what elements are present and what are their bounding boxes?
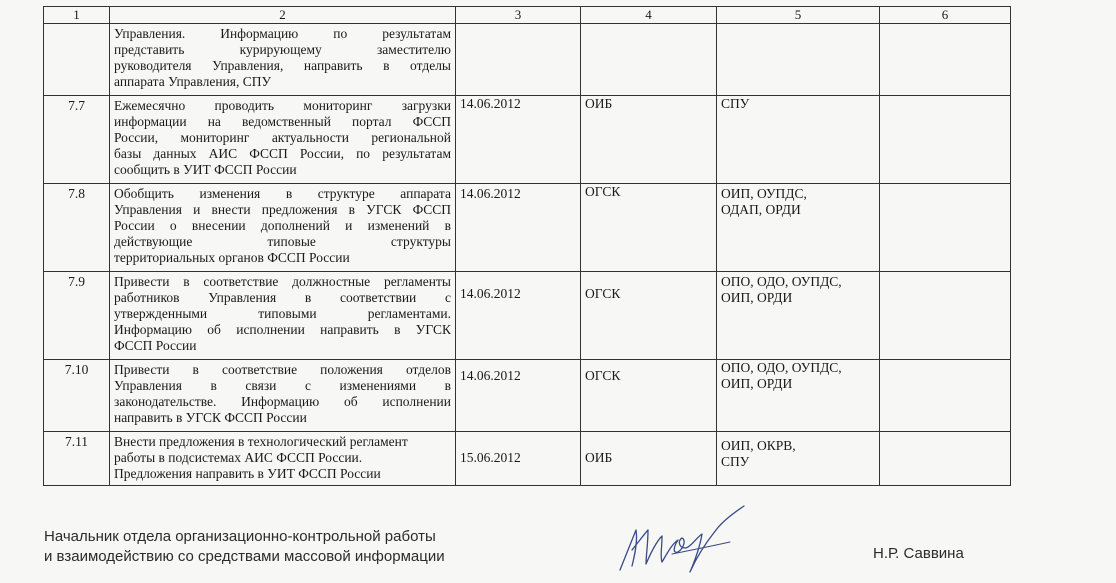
- item-number: 7.10: [44, 360, 110, 432]
- signatory-position-line: и взаимодействию со средствами массовой информации: [44, 548, 445, 565]
- task-text-line: Ежемесячно проводить мониторинг загрузки: [114, 98, 451, 113]
- column-header: 3: [456, 7, 581, 24]
- task-text-line: Управления и внести предложения в УГСК ФССП: [114, 202, 451, 217]
- responsible-unit: ОИБ: [581, 96, 717, 184]
- note-cell: [880, 360, 1011, 432]
- co-executor-line: ОДАП, ОРДИ: [721, 202, 801, 217]
- task-text-line: России, мониторинг актуальности региональной: [114, 130, 451, 145]
- responsible-unit: ОИБ: [581, 432, 717, 486]
- column-header: 6: [880, 7, 1011, 24]
- column-header: 2: [110, 7, 456, 24]
- task-text-line: Управления в связи с изменениями в: [114, 378, 451, 393]
- co-executor-line: ОИП, ОУПДС,: [721, 186, 807, 201]
- item-number: 7.8: [44, 184, 110, 272]
- table-row: [44, 96, 1011, 184]
- responsible-unit: ОГСК: [581, 184, 717, 272]
- note-cell: [880, 96, 1011, 184]
- item-number: [44, 24, 110, 96]
- signatory-position-line: Начальник отдела организационно-контрольной работы: [44, 528, 436, 545]
- table-row: [44, 432, 1011, 486]
- table-row: [44, 24, 1011, 96]
- column-header: 5: [717, 7, 880, 24]
- deadline: 14.06.2012: [456, 272, 581, 360]
- task-description: [110, 96, 456, 184]
- task-text-line: сообщить в УИТ ФССП России: [114, 162, 297, 177]
- note-cell: [880, 272, 1011, 360]
- co-executors: [717, 96, 880, 184]
- task-text-line: Привести в соответствие должностные регламенты: [114, 274, 451, 289]
- signatory-name: Н.Р. Саввина: [873, 545, 964, 562]
- co-executor-line: СПУ: [721, 96, 750, 111]
- column-header: 1: [44, 7, 110, 24]
- task-description: [110, 184, 456, 272]
- deadline: 14.06.2012: [456, 360, 581, 432]
- co-executor-line: ОИП, ОРДИ: [721, 290, 793, 305]
- deadline: [456, 24, 581, 96]
- task-text-line: Внести предложения в технологический регламент: [114, 434, 408, 449]
- co-executors: [717, 24, 880, 96]
- co-executors: [717, 184, 880, 272]
- column-header: 4: [581, 7, 717, 24]
- signatory-position: [44, 527, 445, 567]
- task-text-line: работы в подсистемах АИС ФССП России.: [114, 450, 363, 465]
- co-executor-line: ОПО, ОДО, ОУПДС,: [721, 274, 842, 289]
- task-description: [110, 432, 456, 486]
- task-text-line: действующие типовые структуры: [114, 234, 451, 249]
- task-text-line: аппарата Управления, СПУ: [114, 74, 272, 89]
- task-description: [110, 24, 456, 96]
- task-text-line: России о внесении дополнений и изменений в: [114, 218, 451, 233]
- task-text-line: Управления. Информацию по результатам: [114, 26, 451, 41]
- co-executors: [717, 360, 880, 432]
- task-text-line: базы данных АИС ФССП России, по результатам: [114, 146, 451, 161]
- task-text-line: руководителя Управления, направить в отделы: [114, 58, 451, 73]
- task-text-line: представить курирующему заместителю: [114, 42, 451, 57]
- note-cell: [880, 24, 1011, 96]
- table-header-row: [44, 7, 1011, 24]
- co-executors: [717, 272, 880, 360]
- deadline: 14.06.2012: [456, 96, 581, 184]
- task-description: [110, 272, 456, 360]
- responsible-unit: [581, 24, 717, 96]
- task-text-line: утвержденными типовыми регламентами.: [114, 306, 451, 321]
- table-row: [44, 360, 1011, 432]
- handwritten-signature-icon: [612, 500, 752, 578]
- item-number: 7.7: [44, 96, 110, 184]
- note-cell: [880, 432, 1011, 486]
- task-text-line: ФССП России: [114, 338, 197, 353]
- plan-table: [43, 6, 1011, 486]
- task-text-line: Привести в соответствие положения отделов: [114, 362, 451, 377]
- co-executor-line: СПУ: [721, 454, 750, 469]
- item-number: 7.11: [44, 432, 110, 486]
- task-description: [110, 360, 456, 432]
- task-text-line: направить в УГСК ФССП России: [114, 410, 307, 425]
- task-text-line: Обобщить изменения в структуре аппарата: [114, 186, 451, 201]
- co-executor-line: ОИП, ОРДИ: [721, 376, 793, 391]
- task-text-line: работников Управления в соответствии с: [114, 290, 451, 305]
- table-row: [44, 272, 1011, 360]
- co-executor-line: ОИП, ОКРВ,: [721, 438, 796, 453]
- deadline: 14.06.2012: [456, 184, 581, 272]
- co-executors: [717, 432, 880, 486]
- item-number: 7.9: [44, 272, 110, 360]
- task-text-line: информации на ведомственный портал ФССП: [114, 114, 451, 129]
- deadline: 15.06.2012: [456, 432, 581, 486]
- task-text-line: Предложения направить в УИТ ФССП России: [114, 466, 381, 481]
- task-text-line: Информацию об исполнении направить в УГСК: [114, 322, 451, 337]
- task-text-line: законодательстве. Информацию об исполнении: [114, 394, 451, 409]
- co-executor-line: ОПО, ОДО, ОУПДС,: [721, 360, 842, 375]
- responsible-unit: ОГСК: [581, 360, 717, 432]
- responsible-unit: ОГСК: [581, 272, 717, 360]
- task-text-line: территориальных органов ФССП России: [114, 250, 350, 265]
- table-row: [44, 184, 1011, 272]
- note-cell: [880, 184, 1011, 272]
